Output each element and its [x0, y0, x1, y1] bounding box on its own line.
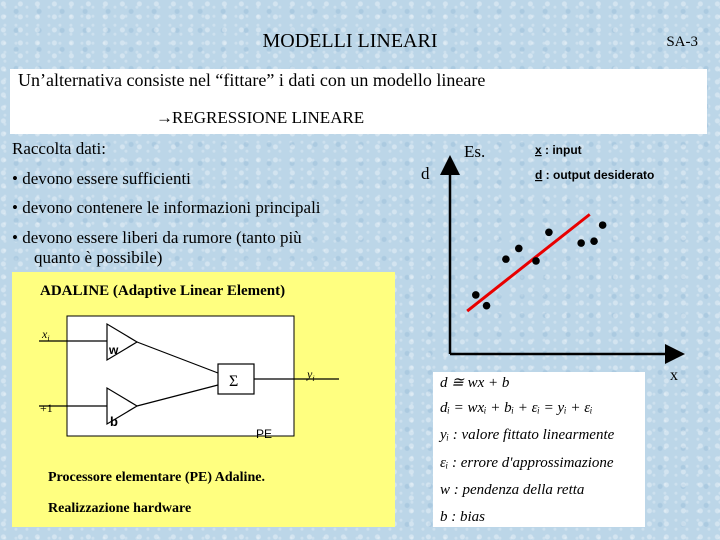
- slide-title: MODELLI LINEARI: [262, 30, 438, 52]
- fit-line-layer: [467, 214, 590, 311]
- sum-symbol: Σ: [229, 373, 239, 390]
- points-layer: [472, 221, 606, 309]
- fit-line: [467, 214, 590, 311]
- collect-title: Raccolta dati:: [12, 139, 106, 158]
- requirement-item: • devono essere sufficienti: [12, 169, 191, 188]
- formula-box: [433, 372, 645, 527]
- pe-label: PE: [256, 427, 273, 441]
- axes: [450, 165, 675, 354]
- requirement-item: quanto è possibile): [34, 248, 163, 267]
- weight-b-label: b: [110, 414, 118, 429]
- right-arrow-icon: →: [156, 108, 173, 127]
- data-point: [577, 239, 585, 247]
- formula-model: d ≅ wx + b: [440, 375, 510, 391]
- data-point: [532, 257, 540, 265]
- weight-w-label: w: [109, 343, 119, 357]
- data-point: [472, 291, 480, 299]
- pe-caption: Processore elementare (PE) Adaline.: [48, 470, 265, 485]
- regression-label: REGRESSIONE LINEARE: [172, 108, 365, 127]
- input-bias-label: +1: [40, 401, 53, 415]
- regression-line: [156, 108, 364, 128]
- x-axis-label: x: [670, 367, 678, 384]
- data-point: [515, 245, 523, 253]
- data-point: [502, 255, 510, 263]
- example-label: Es.: [464, 142, 486, 161]
- x-legend: x : input: [535, 143, 582, 157]
- requirement-item: • devono essere liberi da rumore (tanto più: [12, 228, 302, 247]
- y-axis-label: d: [421, 164, 430, 183]
- formula-error: εᵢ : errore d'approssimazione: [440, 455, 614, 471]
- pe-box: [67, 316, 294, 436]
- slide-code: SA-3: [666, 34, 698, 50]
- hw-caption: Realizzazione hardware: [48, 501, 192, 516]
- data-point: [545, 228, 553, 236]
- formula-fitted-value: yᵢ : valore fittato linearmente: [440, 427, 615, 443]
- data-point: [483, 302, 491, 310]
- output-y-label: $y_i$: [307, 367, 315, 383]
- adaline-diagram: [12, 272, 395, 472]
- requirement-item: • devono contenere le informazioni principali: [12, 198, 321, 217]
- formula-bias: b : bias: [440, 509, 485, 525]
- input-x-label: $x_i$: [42, 327, 50, 343]
- formula-observation: dᵢ = wxᵢ + bᵢ + εᵢ = yᵢ + εᵢ: [440, 400, 593, 416]
- formula-slope: w : pendenza della retta: [440, 482, 585, 498]
- data-point: [599, 221, 607, 229]
- intro-text: Un’alternativa consiste nel “fittare” i dati con un modello lineare: [18, 70, 486, 90]
- d-legend: d : output desiderato: [535, 168, 655, 182]
- adaline-title: ADALINE (Adaptive Linear Element): [40, 283, 286, 299]
- data-point: [590, 237, 598, 245]
